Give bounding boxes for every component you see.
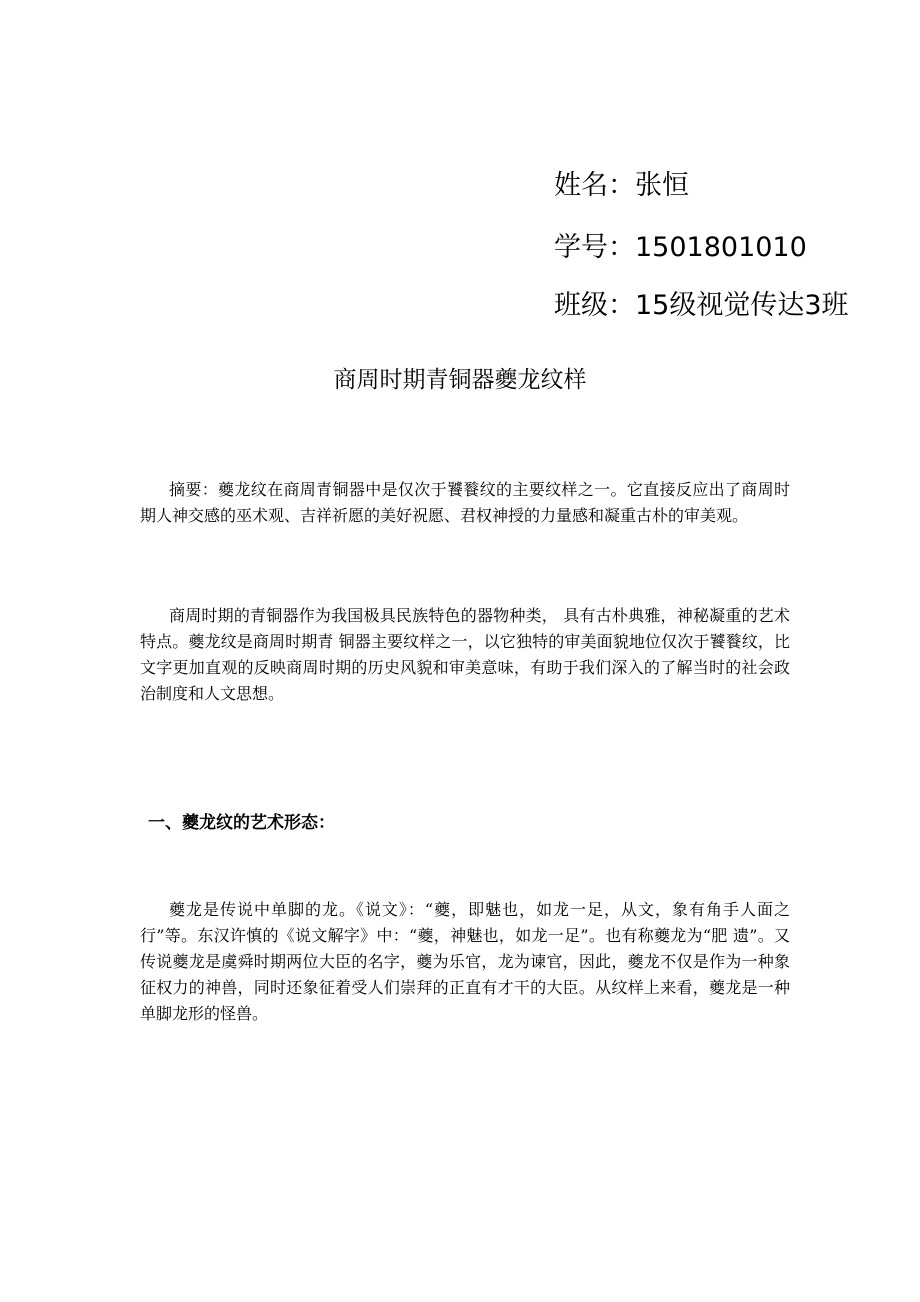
student-name: 姓名：张恒 (554, 170, 689, 201)
student-id: 学号：1501801010 (554, 232, 807, 263)
student-info (554, 165, 920, 321)
abstract-paragraph: 摘要：夔龙纹在商周青铜器中是仅次于饕餮纹的主要纹样之一。它直接反应出了商周时期人神交感的巫术观、吉祥祈愿的美好祝愿、君权神授的力量感和凝重古朴的审美观。 (140, 480, 790, 525)
document-title: 商周时期青铜器夔龙纹样 (333, 367, 587, 393)
intro-paragraph: 商周时期的青铜器作为我国极具民族特色的器物种类， 具有古朴典雅，神秘凝重的艺术特点。夔龙纹是商周时期青 铜器主要纹样之一，以它独特的审美面貌地位仅次于饕餮纹，比文字更加直观的反映商周时期的历史风貌和审美意味，有助于我们深入的了解当时的社会政治制度和人文思想。 (140, 606, 790, 703)
section-heading: 一、夔龙纹的艺术形态： (148, 813, 335, 833)
student-class: 班级：15级视觉传达3班 (554, 290, 849, 321)
section-paragraph: 夔龙是传说中单脚的龙。《说文》：“夔，即魅也，如龙一足，从文，象有角手人面之行”等。东汉许慎的《说文解字》中：“夔，神魅也，如龙一足”。也有称夔龙为“肥 遗”。又传说夔龙是虞舜时期两位大臣的名字，夔为乐官，龙为谏官，因此，夔龙不仅是作为一种象征权力的神兽，同时还象征着受人们崇拜的正直有才干的大臣。从纹样上来看，夔龙是一种单脚龙形的怪兽。 (140, 900, 790, 1023)
